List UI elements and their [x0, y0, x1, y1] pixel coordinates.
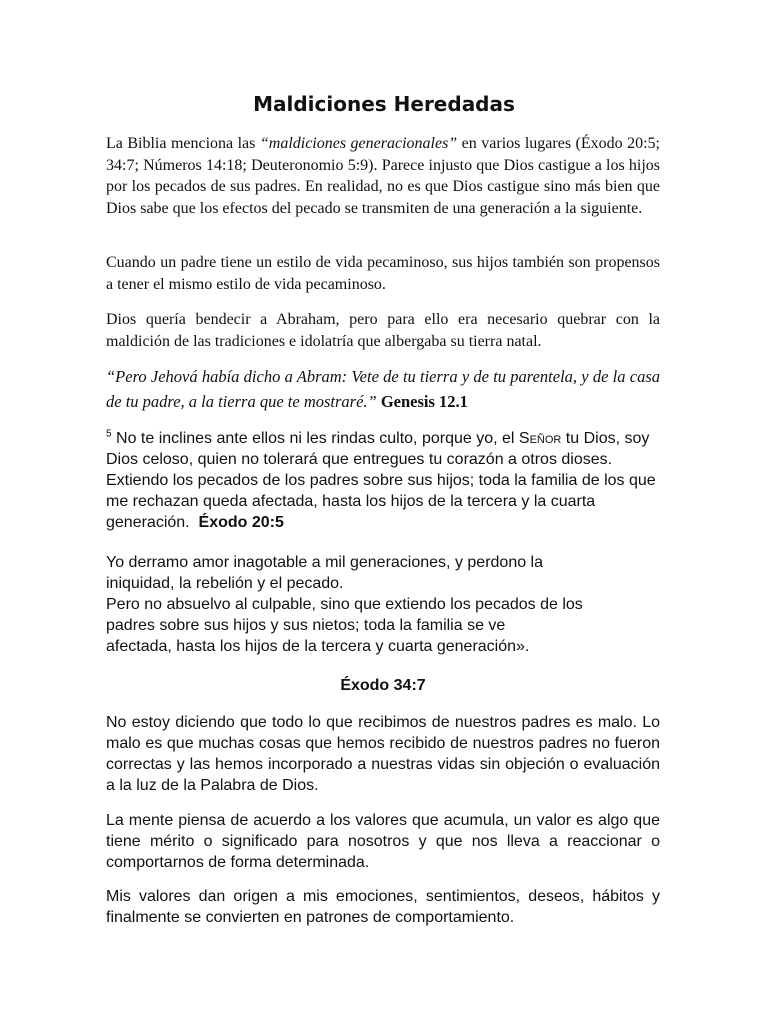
paragraph-parents: No estoy diciendo que todo lo que recibimos de nuestros padres es malo. Lo malo es que muchas cosas que hemos recibido de nuestros padres no fueron correctas y las hemos incorporado a nuestras vidas sin objeción o evaluación a la luz de la Palabra de Dios. — [106, 714, 660, 794]
quote-genesis — [106, 364, 660, 414]
quote-exodus-20-rest: tu Dios, soy Dios celoso, quien no tolerará que entregues tu corazón a otros dioses. Extiendo los pecados de los padres sobre sus hijos; toda la familia de los que me rechazan queda afectada, hasta los hijos de la tercera y la cuarta generación. — [106, 430, 656, 531]
paragraph-mind: La mente piensa de acuerdo a los valores que acumula, un valor es algo que tiene mérito o significado para nosotros y que nos lleva a reaccionar o comportarnos de forma determinada. — [106, 812, 660, 871]
quote-exodus-34-line: afectada, hasta los hijos de la tercera y cuarta generación». — [106, 638, 530, 655]
quote-genesis-ref: Genesis 12.1 — [380, 392, 468, 411]
paragraph-father: Cuando un padre tiene un estilo de vida pecaminoso, sus hijos también son propensos a tener el mismo estilo de vida pecaminoso. — [106, 254, 660, 293]
quote-exodus-34-line: Yo derramo amor inagotable a mil generaciones, y perdono la — [106, 554, 544, 571]
quote-exodus-34-line: iniquidad, la rebelión y el pecado. — [106, 575, 344, 592]
verse-number: 5 — [106, 428, 112, 440]
quote-exodus-34-line: padres sobre sus hijos y sus nietos; toda la familia se ve — [106, 617, 506, 634]
quote-exodus-34 — [106, 552, 660, 657]
paragraph-intro — [106, 133, 660, 219]
quote-exodus-34-line: Pero no absuelvo al culpable, sino que extiendo los pecados de los — [106, 596, 583, 613]
quote-exodus-20-start: No te inclines ante ellos ni les rindas culto, porque yo, el — [111, 430, 519, 447]
quote-exodus-20-ref: Éxodo 20:5 — [198, 514, 284, 531]
paragraph-intro-rest: en varios lugares (Éxodo 20:5; 34:7; Números 14:18; Deuteronomio 5:9). Parece injusto que Dios castigue a los hijos por los pecados de sus padres. En realidad, no es que Dios castigue sino más bien que Dios sabe que los efectos del pecado se transmiten de una generación a la siguiente. — [106, 135, 660, 217]
quote-exodus-34-ref: Éxodo 34:7 — [340, 677, 426, 694]
paragraph-values: Mis valores dan origen a mis emociones, sentimientos, deseos, hábitos y finalmente se convierten en patrones de comportamiento. — [106, 888, 660, 926]
quote-exodus-20-lord: Señor — [518, 430, 562, 447]
paragraph-intro-start: La Biblia menciona las — [106, 135, 260, 152]
quote-exodus-20 — [106, 428, 660, 533]
quote-genesis-text: “Pero Jehová había dicho a Abram: Vete de tu tierra y de tu parentela, y de la casa de tu padre, a la tierra que te mostraré.” — [106, 367, 660, 411]
paragraph-abraham: Dios quería bendecir a Abraham, pero para ello era necesario quebrar con la maldición de las tradiciones e idolatría que albergaba su tierra natal. — [106, 311, 660, 350]
page-title: Maldiciones Heredadas — [253, 92, 515, 116]
paragraph-intro-italic: “maldiciones generacionales” — [259, 135, 458, 152]
